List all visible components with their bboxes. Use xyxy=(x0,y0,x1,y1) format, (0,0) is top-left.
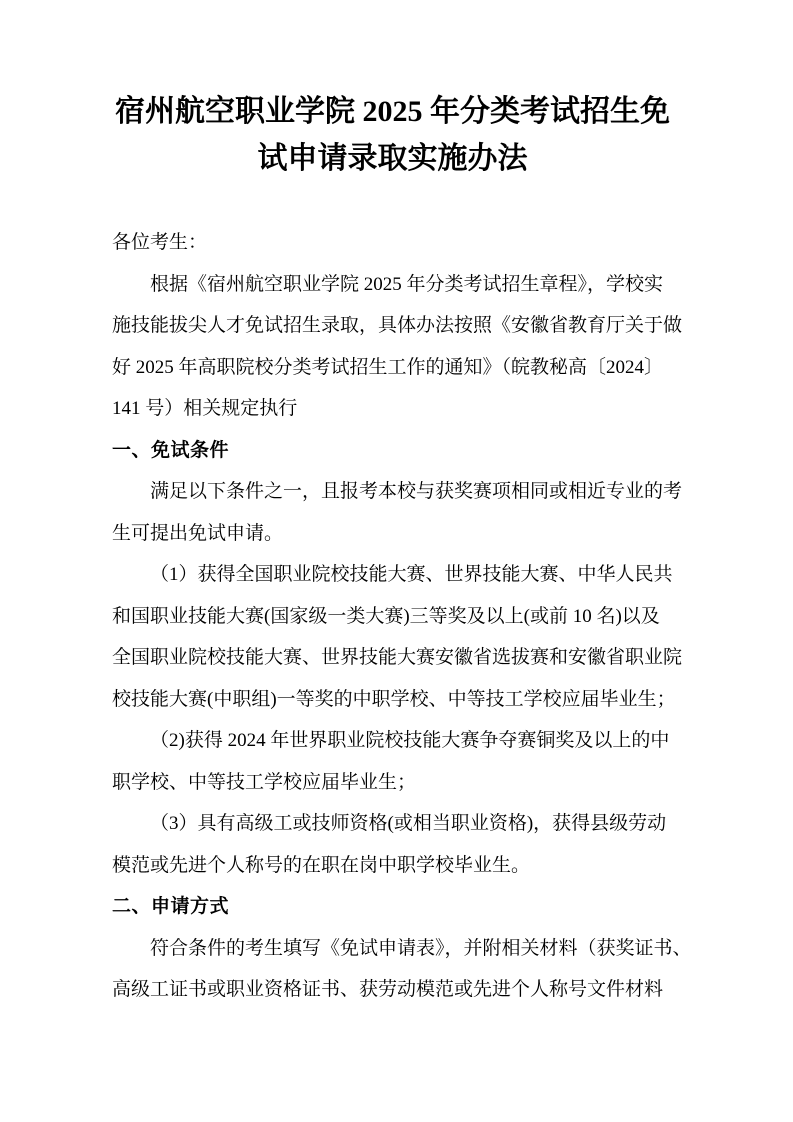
title-line-2: 试申请录取实施办法 xyxy=(257,142,528,175)
paragraph-line: 生可提出免试申请。 xyxy=(112,522,284,544)
document-body xyxy=(112,222,692,1011)
paragraph-line: 符合条件的考生填写《免试申请表》，并附相关材料（获奖证书、 xyxy=(150,937,692,959)
paragraph-line: 职学校、中等技工学校应届毕业生； xyxy=(112,771,417,793)
paragraph-line: 模范或先进个人称号的在职在岗中职学校毕业生。 xyxy=(112,854,531,876)
paragraph-line: 和国职业技能大赛(国家级一类大赛)三等奖及以上(或前 10 名)以及 xyxy=(112,605,660,627)
paragraph-line: 全国职业院校技能大赛、世界技能大赛安徽省选拔赛和安徽省职业院 xyxy=(112,647,683,668)
paragraph-line: 根据《宿州航空职业学院 2025 年分类考试招生章程》，学校实 xyxy=(150,273,664,295)
condition-2-line: （2)获得 2024 年世界职业院校技能大赛争夺赛铜奖及以上的中 xyxy=(150,730,670,751)
section-heading-2: 二、申请方式 xyxy=(112,896,230,917)
paragraph-line: 满足以下条件之一，且报考本校与获奖赛项相同或相近专业的考 xyxy=(150,481,683,502)
paragraph-line: 141 号）相关规定执行 xyxy=(112,398,298,419)
condition-1-line: （1）获得全国职业院校技能大赛、世界技能大赛、中华人民共 xyxy=(150,564,673,585)
paragraph-line: 校技能大赛(中职组)一等奖的中职学校、中等技工学校应届毕业生； xyxy=(112,688,676,710)
paragraph-line: 好 2025 年高职院校分类考试招生工作的通知》（皖教秘高〔2024〕 xyxy=(112,356,664,378)
greeting-line: 各位考生： xyxy=(112,232,208,253)
document-title xyxy=(112,88,673,182)
document-content xyxy=(112,0,692,1011)
section-heading-1: 一、免试条件 xyxy=(112,439,230,461)
paragraph-line: 施技能拔尖人才免试招生录取，具体办法按照《安徽省教育厅关于做 xyxy=(112,315,683,336)
paragraph-line: 高级工证书或职业资格证书、获劳动模范或先进个人称号文件材料 xyxy=(112,979,664,1000)
condition-3-line: （3）具有高级工或技师资格(或相当职业资格)，获得县级劳动 xyxy=(150,813,667,834)
title-line-1: 宿州航空职业学院 2025 年分类考试招生免 xyxy=(115,95,670,128)
